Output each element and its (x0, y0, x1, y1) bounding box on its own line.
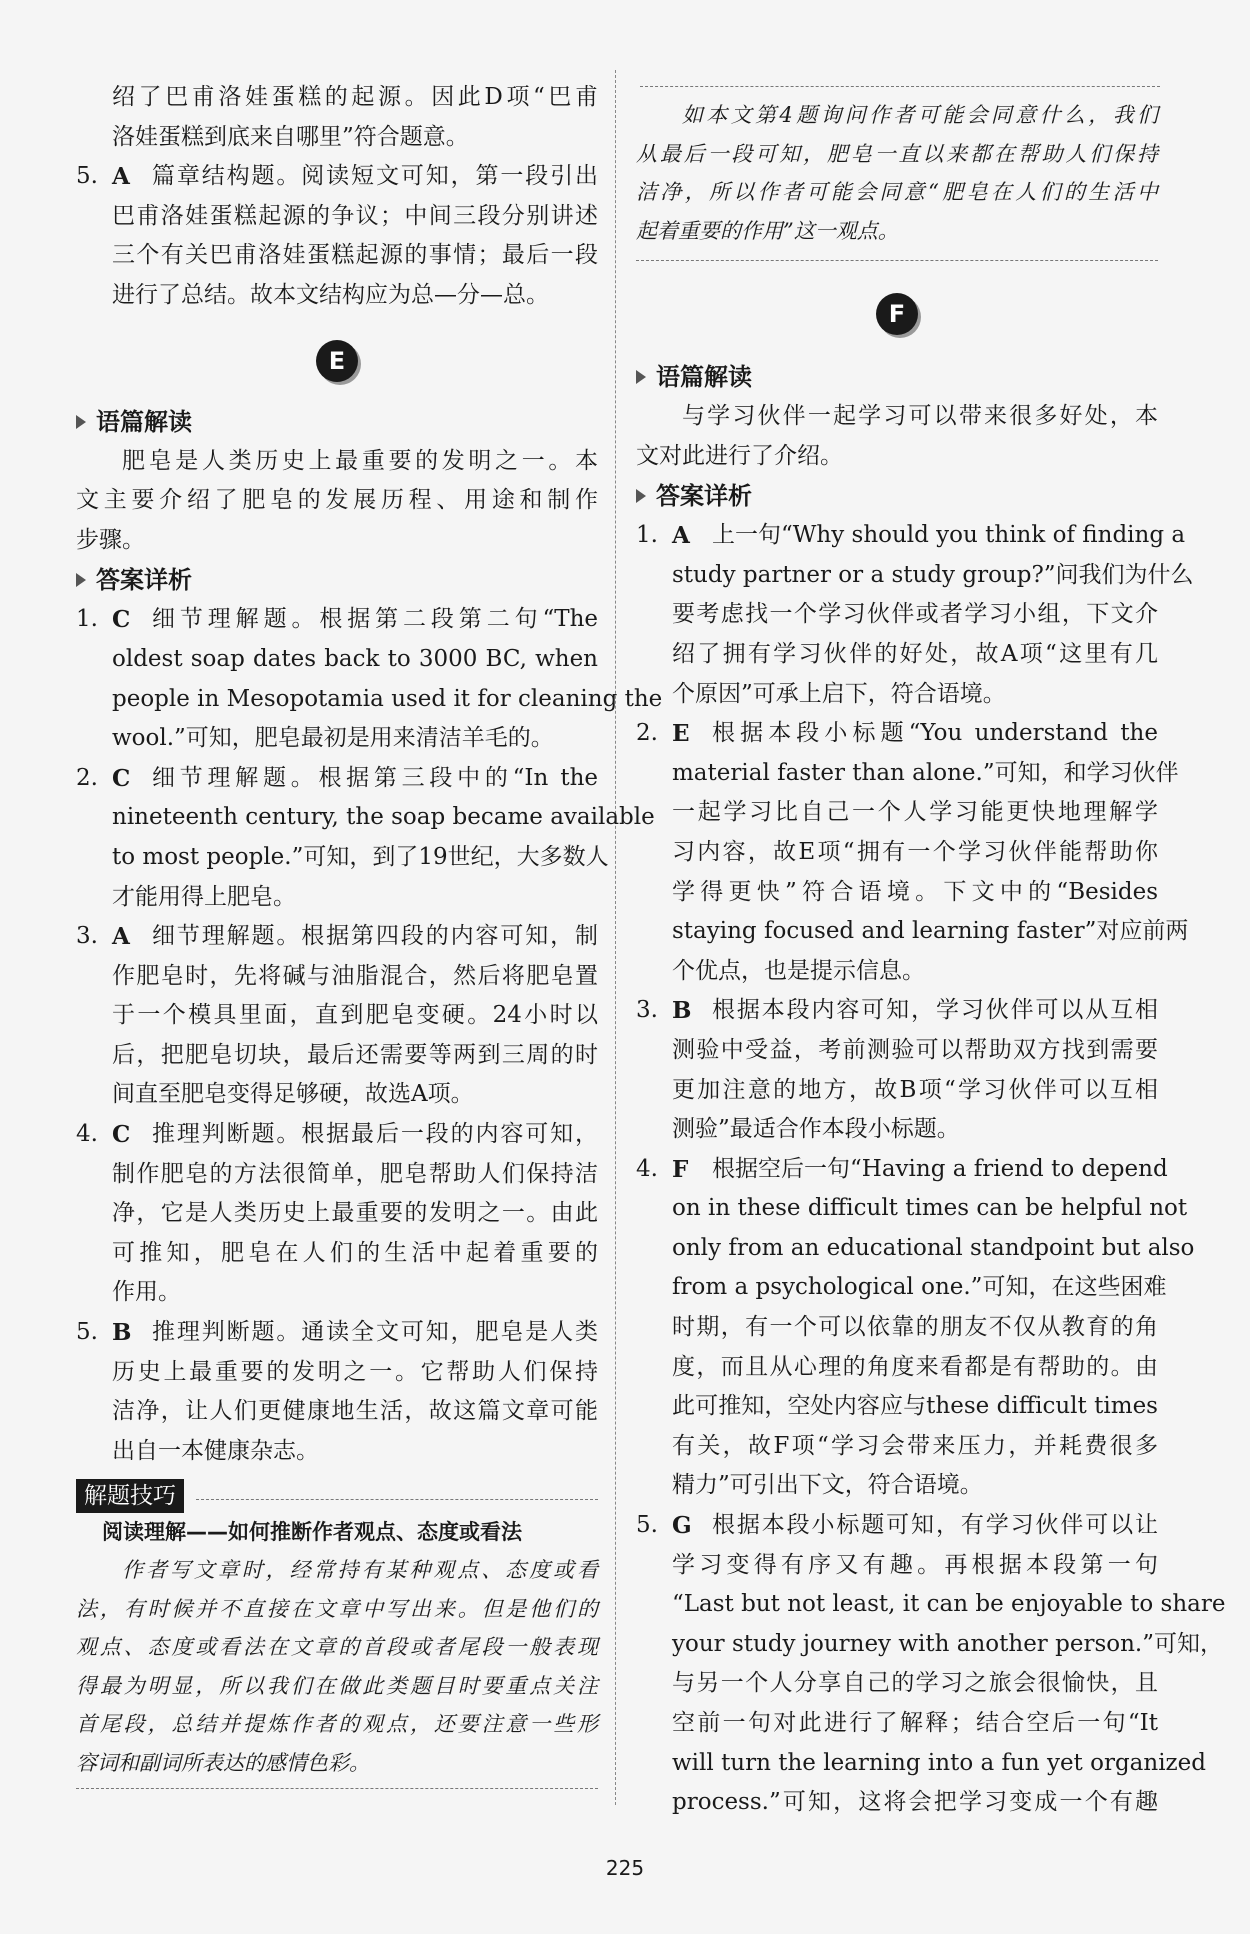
answer-number: 5. (76, 1319, 98, 1346)
text-line: 测验”最适合作本段小标题。 (672, 1116, 960, 1143)
answer-number: 1. (76, 606, 98, 633)
tips-title: 阅读理解——如何推断作者观点、态度或看法 (102, 1520, 522, 1545)
text-line: 个优点，也是提示信息。 (672, 957, 925, 984)
text-line: 洁净，让人们更健康地生活，故这篇文章可能 (112, 1398, 598, 1425)
text-line: process.”可知，这将会把学习变成一个有趣 (672, 1789, 1158, 1816)
reading-paragraph (76, 442, 598, 561)
tips-continuation (636, 96, 1158, 250)
heading-label: 答案详析 (656, 482, 752, 511)
answer-letter: C (112, 606, 131, 634)
answer-number: 3. (636, 997, 658, 1024)
answer-item-prev-5 (76, 157, 598, 315)
text-line: 作者写文章时，经常持有某种观点、态度或看 (122, 1558, 598, 1583)
text-line: 绍了巴甫洛娃蛋糕的起源。因此D项“巴甫 (112, 84, 598, 110)
section-badge-wrap (636, 261, 1158, 357)
text-line: 观点、态度或看法在文章的首段或者尾段一般表现 (76, 1635, 598, 1660)
page-number: 225 (605, 1856, 645, 1880)
answer-letter: F (672, 1155, 689, 1183)
text-line: from a psychological one.”可知，在这些困难 (672, 1274, 1167, 1301)
text-line: 有关，故F项“学习会带来压力，并耗费很多 (672, 1432, 1158, 1459)
text-line: 测验中受益，考前测验可以帮助双方找到需要 (672, 1036, 1158, 1063)
text-line: 如本文第4题询问作者可能会同意什么，我们 (682, 103, 1158, 127)
text-line: people in Mesopotamia used it for cleaning the (112, 685, 663, 712)
answer-number: 2. (636, 720, 658, 747)
text-line: 步骤。 (76, 526, 145, 553)
section-badge-wrap (76, 316, 598, 402)
text-line: on in these difficult times can be helpful not (672, 1195, 1188, 1222)
text-line: only from an educational standpoint but also (672, 1234, 1195, 1261)
answer-item (76, 600, 663, 758)
answer-item (636, 516, 1194, 714)
text-line: 肥皂是人类历史上最重要的发明之一。本 (122, 447, 598, 474)
text-line: 净，它是人类历史上最重要的发明之一。由此 (112, 1200, 598, 1227)
text-line: 时期，有一个可以依靠的朋友不仅从教育的角 (672, 1314, 1158, 1341)
text-line: oldest soap dates back to 3000 BC, when (112, 645, 598, 672)
text-line: will turn the learning into a fun yet organized (672, 1749, 1207, 1776)
text-line: 历史上最重要的发明之一。它帮助人们保持 (112, 1358, 598, 1385)
text-line: 细节理解题。根据第四段的内容可知，制 (152, 923, 598, 950)
answer-number: 5. (76, 163, 98, 190)
text-line: nineteenth century, the soap became available (112, 804, 655, 831)
text-line: 可推知，肥皂在人们的生活中起着重要的 (112, 1239, 598, 1266)
text-line: 精力”可引出下文，符合语境。 (672, 1472, 983, 1499)
section-badge-e: E (316, 340, 358, 382)
answer-letter: B (672, 997, 692, 1025)
answer-item (76, 1115, 598, 1313)
heading-label: 答案详析 (96, 566, 192, 595)
reading-heading (76, 402, 598, 442)
answer-letter: G (672, 1512, 692, 1540)
text-line: 巴甫洛娃蛋糕起源的争议；中间三段分别讲述 (112, 202, 598, 229)
text-line: 根据本段小标题可知，有学习伙伴可以让 (712, 1512, 1158, 1539)
text-line: 制作肥皂的方法很简单，肥皂帮助人们保持洁 (112, 1160, 598, 1187)
answer-item (636, 714, 1189, 991)
answers-heading (76, 560, 598, 600)
text-line: 细节理解题。根据第三段中的“In the (152, 764, 598, 791)
text-line: 篇章结构题。阅读短文可知，第一段引出 (152, 163, 598, 190)
answer-number: 4. (636, 1155, 658, 1182)
text-line: wool.”可知，肥皂最初是用来清洁羊毛的。 (112, 725, 554, 752)
answer-item (76, 759, 655, 917)
answer-letter: C (112, 764, 131, 792)
text-line: study partner or a study group?”问我们为什么 (672, 561, 1194, 588)
answer-item (636, 1150, 1195, 1506)
text-line: 绍了拥有学习伙伴的好处，故A项“这里有几 (672, 640, 1158, 667)
reading-heading (636, 357, 1158, 397)
answer-number: 2. (76, 764, 98, 791)
text-line: 根据空后一句“Having a friend to depend (712, 1155, 1168, 1182)
text-line: 洁净，所以作者可能会同意“肥皂在人们的生活中 (636, 180, 1158, 204)
divider (76, 1788, 598, 1789)
text-line: 与学习伙伴一起学习可以带来很多好处，本 (682, 403, 1158, 429)
divider (196, 1499, 598, 1500)
text-line: 出自一本健康杂志。 (112, 1437, 319, 1464)
answer-item (76, 1313, 598, 1471)
text-line: 于一个模具里面，直到肥皂变硬。24小时以 (112, 1002, 598, 1029)
text-line: 空前一句对此进行了解释；结合空后一句“It (672, 1710, 1158, 1736)
text-line: 作用。 (112, 1279, 181, 1306)
text-line: 起着重要的作用”这一观点。 (636, 218, 899, 243)
text-line: 文主要介绍了肥皂的发展历程、用途和制作 (76, 487, 598, 514)
reading-paragraph (636, 397, 1158, 476)
answer-number: 4. (76, 1121, 98, 1148)
text-line: 学习变得有序又有趣。再根据本段第一句 (672, 1551, 1158, 1578)
text-line: 间直至肥皂变得足够硬，故选A项。 (112, 1081, 474, 1108)
tips-header (76, 1477, 598, 1513)
arrow-icon (76, 573, 86, 587)
right-column (636, 96, 1226, 1823)
text-line: 学得更快”符合语境。下文中的“Besides (672, 878, 1158, 905)
text-line: 推理判断题。通读全文可知，肥皂是人类 (152, 1319, 598, 1346)
answer-letter: B (112, 1319, 132, 1347)
text-line: 得最为明显，所以我们在做此类题目时要重点关注 (76, 1673, 598, 1698)
text-line: 从最后一段可知，肥皂一直以来都在帮助人们保持 (636, 141, 1158, 166)
text-line: 洛娃蛋糕到底来自哪里”符合题意。 (112, 123, 469, 150)
column-divider (615, 70, 616, 1805)
text-line: 度，而且从心理的角度来看都是有帮助的。由 (672, 1353, 1158, 1380)
section-badge-f: F (876, 293, 918, 335)
heading-label: 语篇解读 (656, 363, 752, 391)
answer-letter: A (672, 522, 690, 550)
text-line: 根据本段内容可知，学习伙伴可以从互相 (712, 997, 1158, 1024)
text-line: 容词和副词所表达的感情色彩。 (76, 1750, 370, 1775)
arrow-icon (636, 489, 646, 503)
answer-item (636, 991, 1158, 1149)
text-line: 此可推知，空处内容应与these difficult times (672, 1393, 1158, 1420)
text-line: 要考虑找一个学习伙伴或者学习小组，下文介 (672, 601, 1158, 628)
text-line: material faster than alone.”可知，和学习伙伴 (672, 759, 1179, 786)
text-line: 法，有时候并不直接在文章中写出来。但是他们的 (76, 1596, 598, 1621)
text-line: 一起学习比自己一个人学习能更快地理解学 (672, 799, 1158, 826)
tips-top-rule (640, 86, 1160, 87)
answer-number: 5. (636, 1512, 658, 1539)
text-line: 首尾段，总结并提炼作者的观点，还要注意一些形 (76, 1712, 598, 1737)
text-line: 推理判断题。根据最后一段的内容可知， (152, 1121, 598, 1148)
answer-number: 1. (636, 522, 658, 549)
text-line: 后，把肥皂切块，最后还需要等两到三周的时 (112, 1041, 598, 1068)
text-line: 习内容，故E项“拥有一个学习伙伴能帮助你 (672, 838, 1158, 865)
text-line: 上一句“Why should you think of finding a (712, 522, 1186, 549)
text-line: to most people.”可知，到了19世纪，大多数人 (112, 843, 609, 870)
text-line: 与另一个人分享自己的学习之旅会很愉快，且 (672, 1670, 1158, 1697)
arrow-icon (76, 415, 86, 429)
left-intro (76, 78, 598, 157)
text-line: “Last but not least, it can be enjoyable to share (672, 1591, 1226, 1618)
text-line: 进行了总结。故本文结构应为总—分—总。 (112, 281, 549, 308)
tips-body (76, 1551, 598, 1782)
heading-label: 语篇解读 (96, 407, 192, 436)
text-line: 个原因”可承上启下，符合语境。 (672, 680, 1006, 707)
text-line: 文对此进行了介绍。 (636, 442, 843, 469)
text-line: 才能用得上肥皂。 (112, 883, 296, 910)
text-line: your study journey with another person.”可知， (672, 1630, 1223, 1657)
arrow-icon (636, 370, 646, 384)
text-line: staying focused and learning faster”对应前两 (672, 918, 1189, 945)
answer-letter: A (112, 923, 130, 951)
answer-letter: C (112, 1121, 131, 1149)
text-line: 三个有关巴甫洛娃蛋糕起源的事情；最后一段 (112, 242, 598, 269)
tips-tag: 解题技巧 (76, 1479, 184, 1513)
text-line: 更加注意的地方，故B项“学习伙伴可以互相 (672, 1076, 1158, 1103)
answer-number: 3. (76, 923, 98, 950)
text-line: 根据本段小标题“You understand the (712, 720, 1158, 747)
answer-letter: A (112, 163, 130, 191)
answers-heading (636, 476, 1158, 516)
text-line: 细节理解题。根据第二段第二句“The (152, 606, 598, 633)
answer-item (636, 1506, 1226, 1823)
left-column (76, 78, 663, 1789)
answer-letter: E (672, 720, 690, 748)
answer-item (76, 917, 598, 1115)
text-line: 作肥皂时，先将碱与油脂混合，然后将肥皂置 (112, 962, 598, 989)
